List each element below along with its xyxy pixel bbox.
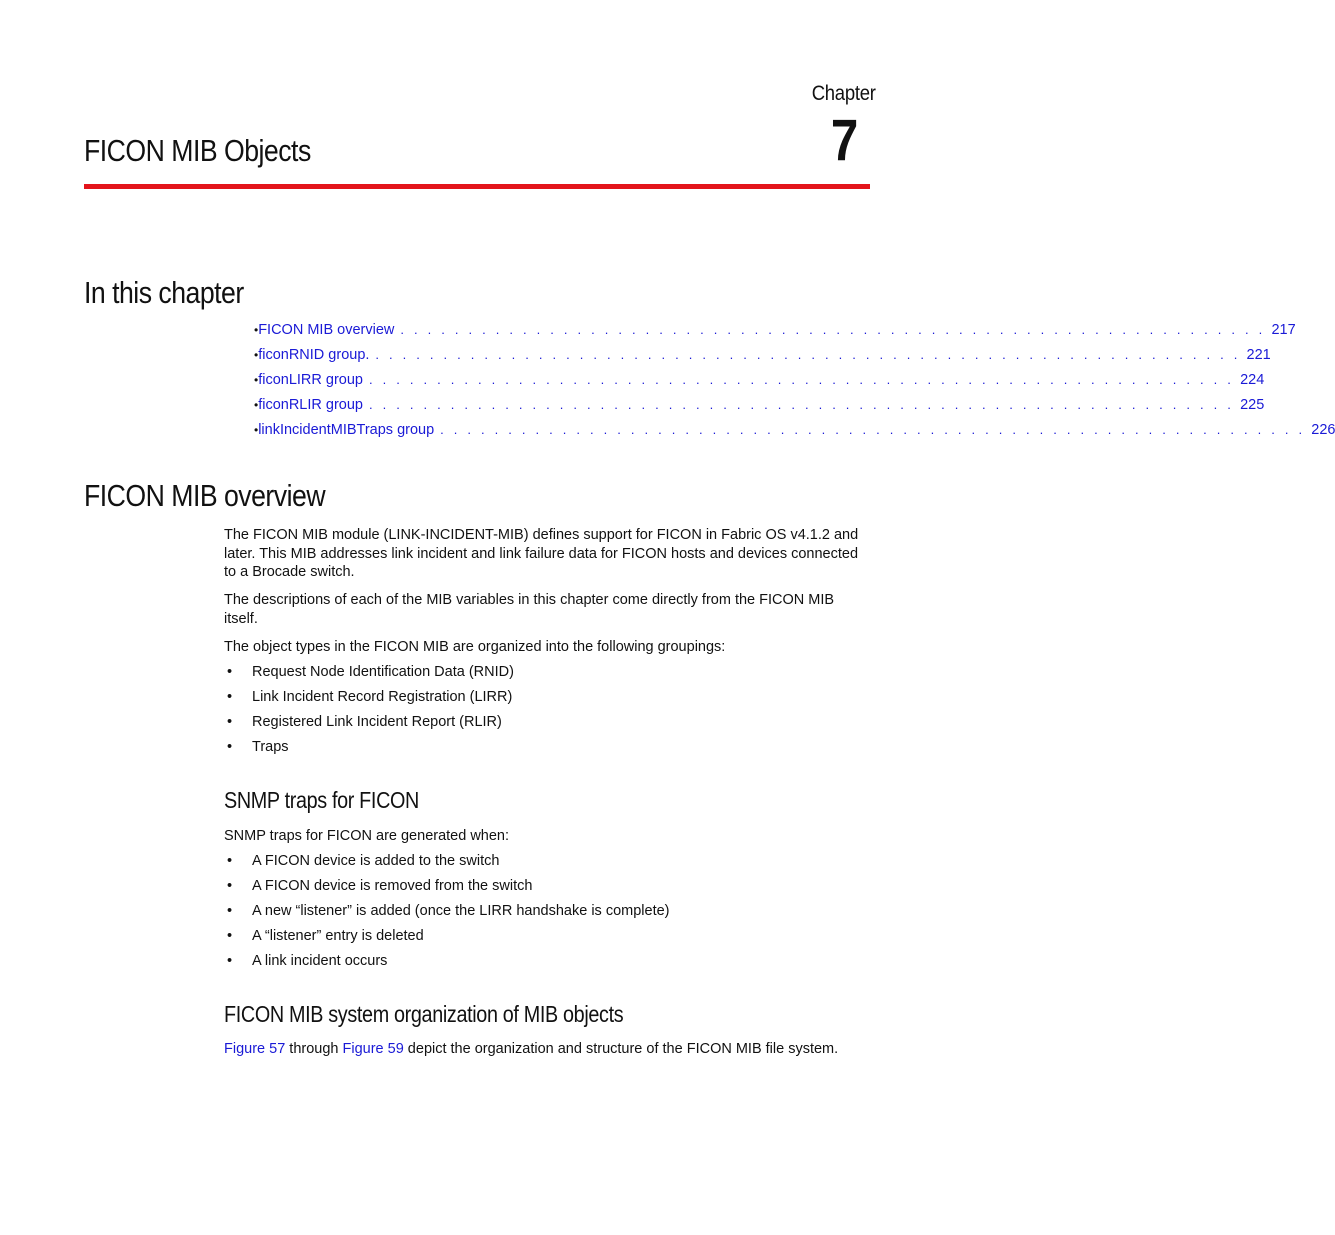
bullet-icon: •	[254, 398, 259, 412]
chapter-toc	[254, 322, 1335, 447]
list-item-text: A “listener” entry is deleted	[252, 928, 424, 944]
figure-59-link[interactable]: Figure 59	[342, 1041, 404, 1057]
toc-item[interactable]	[254, 322, 1296, 347]
list-item	[224, 689, 870, 714]
bullet-icon: •	[227, 689, 233, 705]
toc-item-label[interactable]: FICON MIB overview	[258, 322, 395, 338]
system-org-paragraph	[224, 1040, 870, 1059]
overview-paragraph-2: The descriptions of each of the MIB variables in this chapter come directly from the FICON MIB itself.	[224, 592, 835, 627]
toc-item-label[interactable]: ficonRLIR group	[258, 397, 363, 413]
toc-item-label[interactable]: ficonRNID group.	[258, 347, 370, 363]
list-item	[224, 878, 870, 903]
toc-item-page[interactable]: 221	[1246, 347, 1271, 363]
toc-item[interactable]	[254, 372, 1265, 397]
system-org-text-2: depict the organization and structure of the FICON MIB file system.	[403, 1041, 839, 1057]
bullet-icon: •	[254, 423, 259, 437]
overview-paragraph-3: The object types in the FICON MIB are organized into the following groupings:	[224, 639, 726, 655]
toc-leader-dots: . . . . . . . . . . . . . . . . . . . . . . . . . . . . . . . . . . . . . . . . . . . . . . . . . . . . . . . . . . . . . . . .	[368, 397, 1235, 412]
list-item-text: Registered Link Incident Report (RLIR)	[252, 714, 502, 730]
list-item	[224, 853, 870, 878]
list-item-text: A new “listener” is added (once the LIRR handshake is complete)	[252, 903, 670, 919]
toc-item-page[interactable]: 217	[1271, 322, 1296, 338]
list-item	[224, 664, 870, 689]
toc-item-label[interactable]: linkIncidentMIBTraps group	[258, 422, 435, 438]
groupings-list	[224, 664, 870, 764]
toc-item-page[interactable]: 224	[1240, 372, 1265, 388]
bullet-icon: •	[227, 953, 233, 969]
snmp-traps-heading: SNMP traps for FICON	[224, 787, 419, 813]
bullet-icon: •	[227, 739, 233, 755]
overview-heading: FICON MIB overview	[84, 478, 326, 513]
list-item-text: Request Node Identification Data (RNID)	[252, 664, 514, 680]
bullet-icon: •	[227, 928, 233, 944]
list-item-text: Traps	[252, 739, 289, 755]
in-this-chapter-heading: In this chapter	[84, 275, 244, 310]
toc-leader-dots: . . . . . . . . . . . . . . . . . . . . . . . . . . . . . . . . . . . . . . . . . . . . . . . . . . . . . . . . . . . . . . . .	[400, 322, 1266, 337]
chapter-number: 7	[830, 108, 858, 173]
toc-item[interactable]	[254, 347, 1271, 372]
list-item	[224, 714, 870, 739]
list-item	[224, 928, 870, 953]
list-item-text: A FICON device is added to the switch	[252, 853, 500, 869]
bullet-icon: •	[227, 878, 233, 894]
system-org-text-1: through	[285, 1041, 343, 1057]
toc-leader-dots: . . . . . . . . . . . . . . . . . . . . . . . . . . . . . . . . . . . . . . . . . . . . . . . . . . . . . . . . . . . . . . . .	[440, 422, 1306, 437]
toc-leader-dots: . . . . . . . . . . . . . . . . . . . . . . . . . . . . . . . . . . . . . . . . . . . . . . . . . . . . . . . . . . . . . . . .	[368, 372, 1235, 387]
list-item	[224, 739, 870, 764]
chapter-label: Chapter	[812, 82, 876, 105]
figure-57-link[interactable]: Figure 57	[224, 1041, 286, 1057]
list-item-text: A FICON device is removed from the switch	[252, 878, 533, 894]
overview-paragraph-1: The FICON MIB module (LINK-INCIDENT-MIB) defines support for FICON in Fabric OS v4.1.2 and later. This MIB addresses link incident and link failure data for FICON hosts and devices connected to a Brocade switch.	[224, 527, 859, 580]
bullet-icon: •	[254, 323, 259, 337]
toc-item-page[interactable]: 225	[1240, 397, 1265, 413]
system-org-heading: FICON MIB system organization of MIB objects	[224, 1001, 624, 1027]
bullet-icon: •	[227, 853, 233, 869]
bullet-icon: •	[227, 664, 233, 680]
toc-item-page[interactable]: 226	[1311, 422, 1335, 438]
toc-item-label[interactable]: ficonLIRR group	[258, 372, 363, 388]
snmp-traps-intro: SNMP traps for FICON are generated when:	[224, 828, 510, 844]
bullet-icon: •	[227, 714, 233, 730]
chapter-title-rule	[84, 184, 870, 189]
toc-leader-dots: . . . . . . . . . . . . . . . . . . . . . . . . . . . . . . . . . . . . . . . . . . . . . . . . . . . . . . . . . . . . . . . .	[375, 347, 1241, 362]
snmp-traps-list	[224, 853, 870, 978]
chapter-title: FICON MIB Objects	[84, 133, 311, 168]
toc-item[interactable]	[254, 397, 1265, 422]
toc-item[interactable]	[254, 422, 1335, 447]
bullet-icon: •	[227, 903, 233, 919]
list-item-text: A link incident occurs	[252, 953, 388, 969]
bullet-icon: •	[254, 348, 259, 362]
bullet-icon: •	[254, 373, 259, 387]
list-item-text: Link Incident Record Registration (LIRR)	[252, 689, 513, 705]
list-item	[224, 903, 870, 928]
list-item	[224, 953, 870, 978]
